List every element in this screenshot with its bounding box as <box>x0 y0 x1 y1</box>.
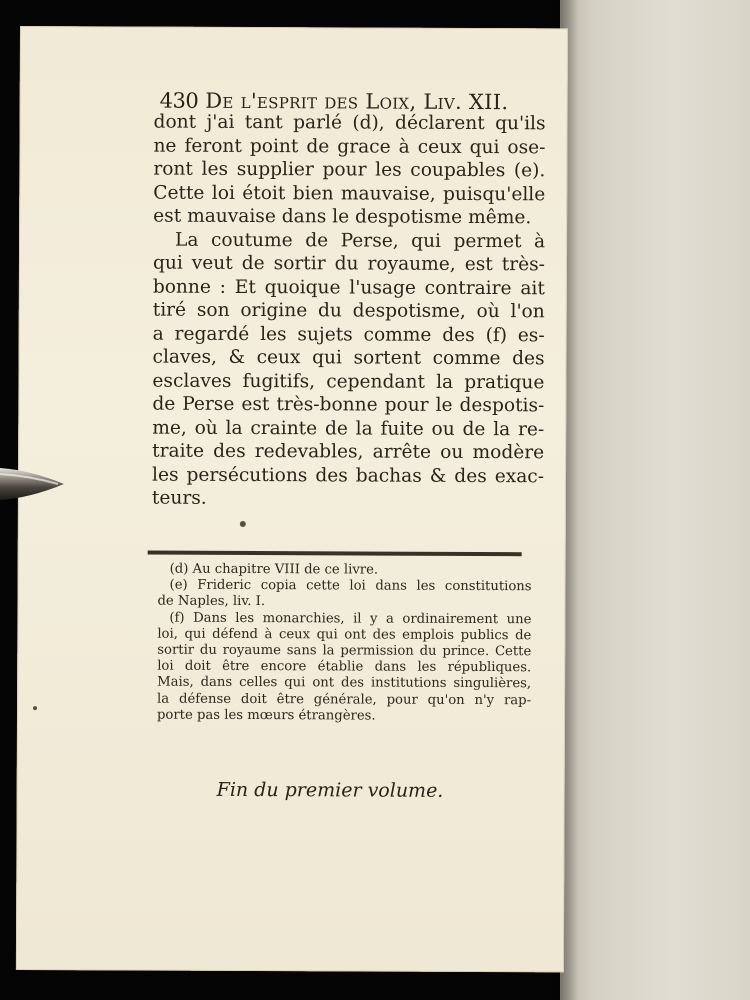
body-line: ne feront point de grace à ceux qui ose- <box>153 135 546 158</box>
body-line: qui veut de sortir du royaume, est très- <box>152 252 546 276</box>
body-line: dont j'ai tant parlé (d), déclarent qu'ils <box>153 111 546 135</box>
running-title: De l'esprit des Loix, Liv. XII. <box>205 88 509 115</box>
ink-speck <box>33 706 37 710</box>
footnote-rule <box>148 551 522 557</box>
footnote-line: porte pas les mœurs étrangères. <box>156 707 376 724</box>
body-line: me, où la crainte de la fuite ou de la re- <box>152 417 545 440</box>
body-line: a regardé les sujets comme des (f) es- <box>152 323 545 346</box>
page-number: 430 <box>159 88 199 113</box>
body-line: tiré son origine du despotisme, où l'on <box>152 299 545 323</box>
ink-speck <box>240 521 246 527</box>
footnotes <box>157 562 532 726</box>
body-line: de Perse est très-bonne pour le despotis- <box>152 393 545 417</box>
footnote-line: (f) Dans les monarchies, il y a ordinairement une <box>169 610 532 627</box>
body-line: Cette loi étoit bien mauvaise, puisqu'elle <box>153 182 546 205</box>
body-line: esclaves fugitifs, cependant la pratique <box>152 370 545 393</box>
colophon: Fin du premier volume. <box>216 778 444 802</box>
printed-page <box>16 26 568 972</box>
footnote-line: (d) Au chapitre VIII de ce livre. <box>169 561 379 578</box>
footnote-line: loi doit être encore établie dans les républiques. <box>157 658 532 676</box>
body-line: bonne : Et quoique l'usage contraire ait <box>152 276 545 299</box>
footnote-line: Mais, dans celles qui ont des institutions singulières, <box>157 674 532 692</box>
footnote-line: loi, qui défend à ceux qui ont des emplois publics de <box>157 626 532 643</box>
body-text <box>152 111 546 512</box>
body-line: La coutume de Perse, qui permet à <box>175 229 546 252</box>
body-line: est mauvaise dans le despotisme même. <box>153 205 532 229</box>
facing-blank-page <box>560 0 750 1000</box>
footnote-line: de Naples, liv. I. <box>157 593 266 610</box>
body-line: claves, & ceux qui sortent comme des <box>152 346 545 370</box>
footnote-line: la défense doit être générale, pour qu'on n'y rap- <box>157 691 532 708</box>
metal-pointer <box>0 462 66 506</box>
body-line: traite des redevables, arrête ou modère <box>152 440 545 464</box>
footnote-line: (e) Frideric copia cette loi dans les constitutions <box>169 577 532 595</box>
body-line: teurs. <box>151 487 207 509</box>
footnote-line: sortir du royaume sans la permission du prince. Cette <box>157 642 532 660</box>
body-line: les persécutions des bachas & des exac- <box>151 464 545 487</box>
body-line: ront les supplier pour les coupables (e). <box>153 158 546 182</box>
